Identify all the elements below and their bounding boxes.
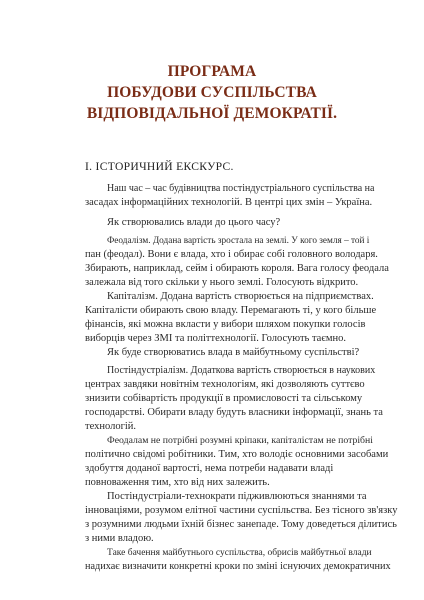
paragraph-line: технологій.	[85, 421, 137, 432]
paragraph-line: повноваження тим, хто від них залежить.	[85, 477, 270, 488]
paragraph-line: з ними владою.	[85, 533, 154, 544]
paragraph-1	[85, 182, 375, 210]
paragraph-line: Наш час – час будівництва постіндустріального суспільства на	[107, 183, 375, 194]
paragraph-line: фінансів, які можна вкласти у вибори шляхом покупки голосів	[85, 319, 366, 330]
paragraph-line: інноваціями, розумом елітної частини суспільства. Без тісного зв'язку	[85, 505, 398, 516]
paragraph-5	[85, 346, 375, 360]
paragraph-9	[85, 546, 391, 574]
paragraph-line: господарстві. Обирати владу будуть власники інформації, знань та	[85, 407, 383, 418]
document-title	[0, 61, 424, 124]
paragraph-line: Капіталісти обирають свою владу. Перемагають ті, у кого більше	[85, 305, 377, 316]
paragraph-line: центрах завдяки новітнім технологіям, які дозволяють суттєво	[85, 379, 365, 390]
paragraph-4	[85, 290, 375, 346]
paragraph-line: Як буде створюватись влада в майбутньому суспільстві?	[107, 347, 360, 358]
paragraph-6	[85, 364, 383, 434]
paragraph-line: засадах інформаційних технологій. В центрі цих змін – Україна.	[85, 197, 373, 208]
paragraph-line: залежала від того скільки у нього землі. Голосують відкрито.	[85, 277, 359, 288]
paragraph-line: здобуття доданої вартості, нема потреби надавати владі	[85, 463, 334, 474]
paragraph-line: Постіндустріалізм. Додаткова вартість створюється в наукових	[107, 365, 376, 376]
paragraph-line: виборців через ЗМІ та політтехнології. Голосують таємно.	[85, 333, 346, 344]
section-heading: I. ІСТОРИЧНИЙ ЕКСКУРС.	[85, 160, 234, 173]
paragraph-line: Капіталізм. Додана вартість створюється на підприємствах.	[107, 291, 374, 302]
title-line-2: ПОБУДОВИ СУСПІЛЬСТВА	[107, 84, 317, 101]
paragraph-line: пан (феодал). Вони є влада, хто і обирає собі головного володаря.	[85, 249, 378, 260]
paragraph-line: з розумними людьми їхній бізнес занепаде. Тому доведеться ділитись	[85, 519, 397, 530]
title-line-3: ВІДПОВІДАЛЬНОЇ ДЕМОКРАТІЇ.	[86, 105, 338, 122]
paragraph-line: знизити собівартість продукції в промисловості та сільському	[85, 393, 363, 404]
title-line-1: ПРОГРАМА	[167, 63, 257, 80]
paragraph-line: Таке бачення майбутнього суспільства, обрисів майбутньої влади	[107, 548, 372, 558]
paragraph-8	[85, 490, 398, 546]
paragraph-line: політично свідомі робітники. Тим, хто володіє основними засобами	[85, 449, 389, 460]
paragraph-line: надихає визначити конкретні кроки по зміні існуючих демократичних	[85, 561, 391, 572]
paragraph-3	[85, 234, 389, 290]
paragraph-line: Феодалам не потрібні розумні кріпаки, капіталістам не потрібні	[107, 435, 373, 446]
paragraph-7	[85, 434, 389, 490]
paragraph-2	[85, 216, 375, 230]
paragraph-line: Збирають, наприклад, сейм і обирають короля. Вага голосу феодала	[85, 263, 389, 274]
paragraph-line: Феодалізм. Додана вартість зростала на землі. У кого земля – той і	[107, 236, 370, 246]
paragraph-line: Як створювались влади до цього часу?	[107, 217, 281, 228]
paragraph-line: Постіндустріали-технократи підживлюються знаннями та	[107, 491, 367, 502]
